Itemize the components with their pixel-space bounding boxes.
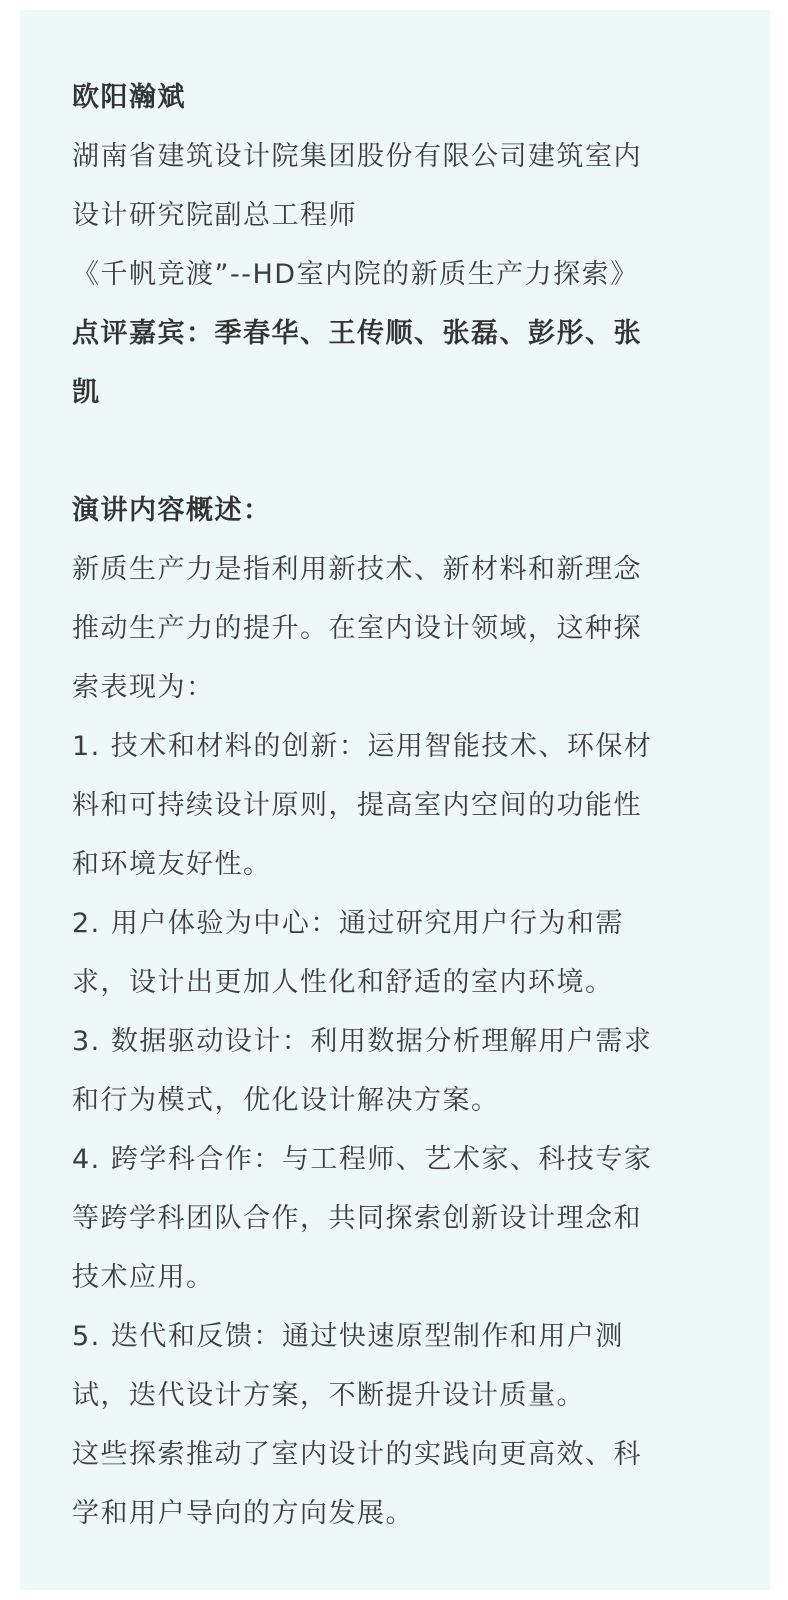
summary-line: 料和可持续设计原则，提高室内空间的功能性 (72, 790, 642, 821)
summary-line: 技术应用。 (72, 1262, 215, 1293)
summary-line: 和环境友好性。 (72, 849, 272, 880)
reviewers-line-2: 凯 (72, 377, 101, 408)
talk-title: 《千帆竞渡”--HD室内院的新质生产力探索》 (72, 259, 639, 290)
summary-line: 试，迭代设计方案，不断提升设计质量。 (72, 1380, 585, 1411)
reviewers-line-1: 点评嘉宾：季春华、王传顺、张磊、彭彤、张 (72, 318, 642, 349)
summary-line: 3. 数据驱动设计：利用数据分析理解用户需求 (72, 1026, 653, 1057)
summary-line: 求，设计出更加人性化和舒适的室内环境。 (72, 967, 614, 998)
speaker-title-line-2: 设计研究院副总工程师 (72, 200, 357, 231)
summary-line: 索表现为： (72, 672, 215, 703)
summary-line: 和行为模式，优化设计解决方案。 (72, 1085, 500, 1116)
summary-line: 1. 技术和材料的创新：运用智能技术、环保材 (72, 731, 653, 762)
speaker-name: 欧阳瀚斌 (72, 82, 186, 113)
speaker-title-line-1: 湖南省建筑设计院集团股份有限公司建筑室内 (72, 141, 642, 172)
summary-line: 新质生产力是指利用新技术、新材料和新理念 (72, 554, 642, 585)
summary-line: 4. 跨学科合作：与工程师、艺术家、科技专家 (72, 1144, 653, 1175)
summary-line: 5. 迭代和反馈：通过快速原型制作和用户测 (72, 1321, 624, 1352)
summary-heading: 演讲内容概述： (72, 495, 272, 526)
summary-line: 学和用户导向的方向发展。 (72, 1498, 414, 1529)
section-spacer (72, 422, 712, 481)
summary-line: 等跨学科团队合作，共同探索创新设计理念和 (72, 1203, 642, 1234)
summary-line: 2. 用户体验为中心：通过研究用户行为和需 (72, 908, 624, 939)
summary-line: 推动生产力的提升。在室内设计领域，这种探 (72, 613, 642, 644)
content-card (20, 10, 770, 1590)
summary-line: 这些探索推动了室内设计的实践向更高效、科 (72, 1439, 642, 1470)
